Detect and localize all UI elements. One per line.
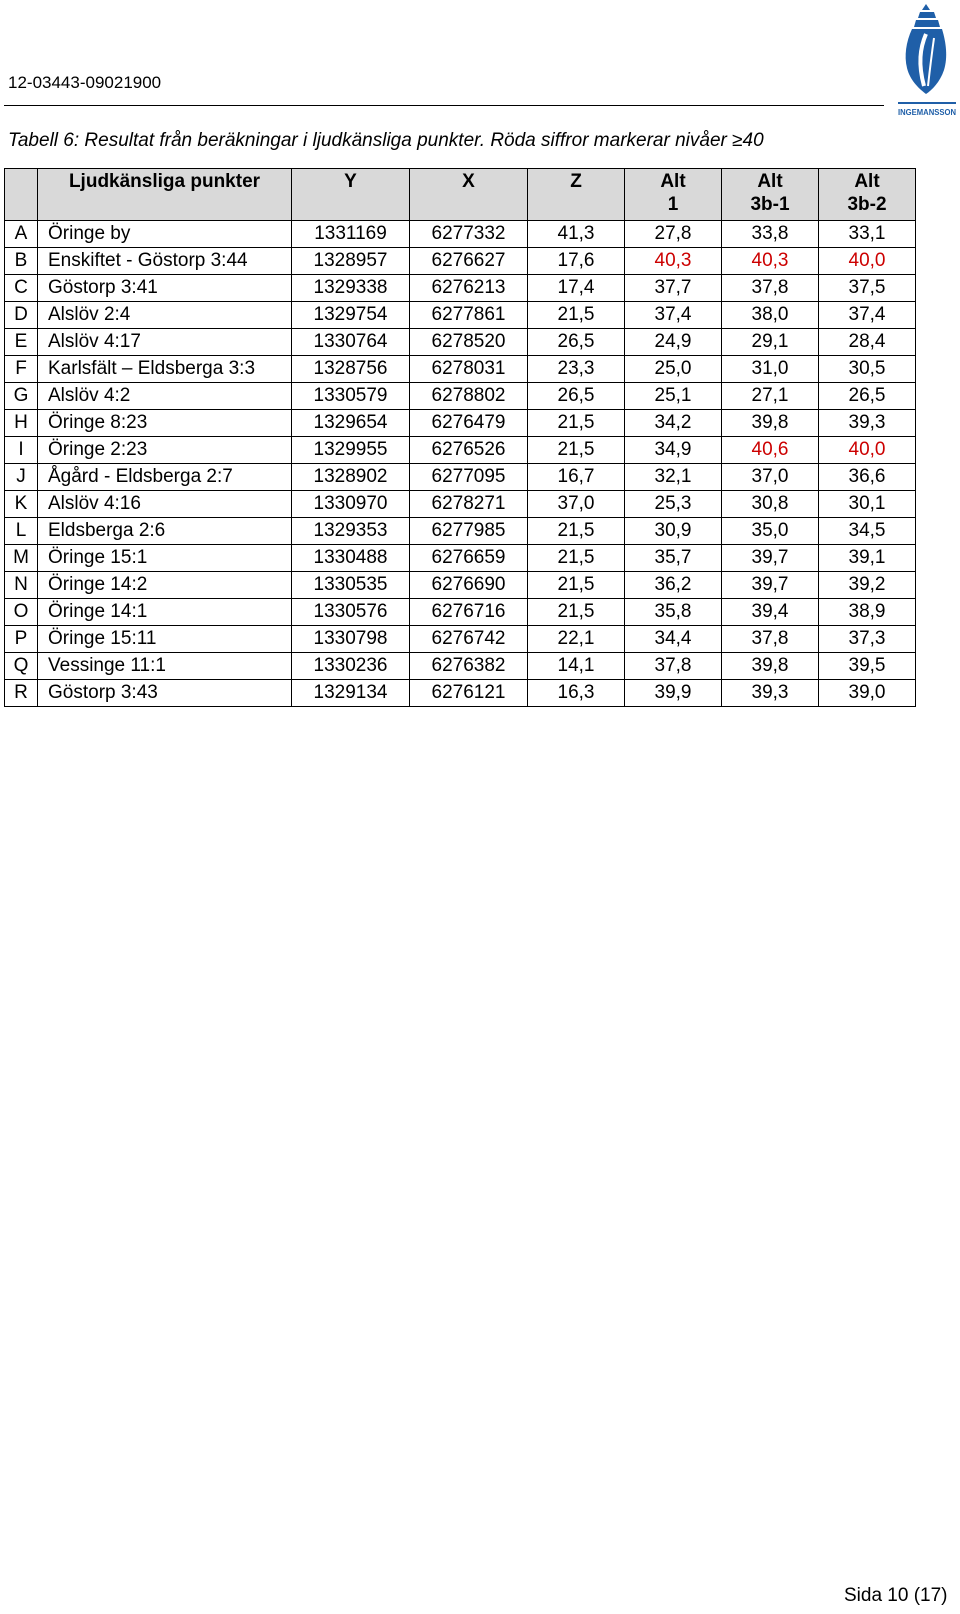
- cell-y: 1330488: [292, 545, 410, 572]
- cell-x: 6278802: [410, 383, 528, 410]
- cell-y: 1328957: [292, 248, 410, 275]
- cell-z: 22,1: [528, 626, 625, 653]
- table-row: [5, 221, 916, 248]
- cell-z: 21,5: [528, 302, 625, 329]
- cell-id: O: [5, 599, 38, 626]
- cell-x: 6278271: [410, 491, 528, 518]
- cell-name: Öringe by: [38, 221, 292, 248]
- cell-x: 6278520: [410, 329, 528, 356]
- cell-y: 1329654: [292, 410, 410, 437]
- header-alt1: [625, 169, 722, 221]
- cell-alt3b1: 40,3: [722, 248, 819, 275]
- cell-x: 6276382: [410, 653, 528, 680]
- header-x: X: [410, 169, 528, 221]
- cell-alt3b1: 27,1: [722, 383, 819, 410]
- cell-alt1: 35,7: [625, 545, 722, 572]
- cell-y: 1329353: [292, 518, 410, 545]
- cell-y: 1331169: [292, 221, 410, 248]
- cell-name: Alslöv 4:16: [38, 491, 292, 518]
- cell-x: 6276716: [410, 599, 528, 626]
- cell-y: 1329955: [292, 437, 410, 464]
- cell-alt3b2: 40,0: [819, 248, 916, 275]
- header-alt1-line1: Alt: [660, 171, 686, 192]
- cell-alt1: 35,8: [625, 599, 722, 626]
- cell-y: 1329338: [292, 275, 410, 302]
- cell-alt1: 37,7: [625, 275, 722, 302]
- cell-y: 1330798: [292, 626, 410, 653]
- cell-alt3b2: 39,2: [819, 572, 916, 599]
- cell-alt1: 30,9: [625, 518, 722, 545]
- table-row: [5, 626, 916, 653]
- table-row: [5, 410, 916, 437]
- doc-number: 12-03443-09021900: [8, 73, 162, 92]
- cell-z: 21,5: [528, 437, 625, 464]
- cell-alt3b2: 37,5: [819, 275, 916, 302]
- cell-name: Enskiftet - Göstorp 3:44: [38, 248, 292, 275]
- table-row: [5, 275, 916, 302]
- shell-logo-icon: [896, 2, 958, 120]
- cell-alt3b1: 37,0: [722, 464, 819, 491]
- cell-z: 17,6: [528, 248, 625, 275]
- cell-id: P: [5, 626, 38, 653]
- cell-id: C: [5, 275, 38, 302]
- cell-x: 6276479: [410, 410, 528, 437]
- header-alt1-line2: 1: [667, 194, 679, 215]
- cell-alt3b2: 34,5: [819, 518, 916, 545]
- cell-name: Alslöv 4:17: [38, 329, 292, 356]
- cell-id: L: [5, 518, 38, 545]
- cell-alt3b2: 39,5: [819, 653, 916, 680]
- cell-alt3b2: 33,1: [819, 221, 916, 248]
- table-caption: Tabell 6: Resultat från beräkningar i ljudkänsliga punkter. Röda siffror markerar nivåer ≥40: [8, 130, 764, 151]
- table-row: [5, 248, 916, 275]
- cell-name: Alslöv 4:2: [38, 383, 292, 410]
- cell-z: 21,5: [528, 545, 625, 572]
- cell-alt1: 37,4: [625, 302, 722, 329]
- results-table: [4, 168, 916, 707]
- cell-z: 41,3: [528, 221, 625, 248]
- cell-id: B: [5, 248, 38, 275]
- cell-x: 6276526: [410, 437, 528, 464]
- cell-z: 16,3: [528, 680, 625, 707]
- header-id: [5, 169, 38, 221]
- header-z: Z: [528, 169, 625, 221]
- cell-alt3b2: 39,0: [819, 680, 916, 707]
- header-name: Ljudkänsliga punkter: [38, 169, 292, 221]
- cell-x: 6276742: [410, 626, 528, 653]
- cell-y: 1328756: [292, 356, 410, 383]
- cell-x: 6277985: [410, 518, 528, 545]
- cell-alt1: 34,4: [625, 626, 722, 653]
- cell-alt3b1: 35,0: [722, 518, 819, 545]
- cell-alt1: 37,8: [625, 653, 722, 680]
- cell-alt3b2: 40,0: [819, 437, 916, 464]
- cell-alt3b1: 37,8: [722, 626, 819, 653]
- cell-z: 21,5: [528, 599, 625, 626]
- cell-id: K: [5, 491, 38, 518]
- header-alt3b2: [819, 169, 916, 221]
- cell-alt1: 34,9: [625, 437, 722, 464]
- cell-id: E: [5, 329, 38, 356]
- cell-alt3b1: 30,8: [722, 491, 819, 518]
- table-row: [5, 572, 916, 599]
- cell-x: 6277095: [410, 464, 528, 491]
- cell-id: H: [5, 410, 38, 437]
- cell-name: Göstorp 3:43: [38, 680, 292, 707]
- table-body: [5, 221, 916, 707]
- header-rule: [4, 105, 884, 106]
- cell-name: Alslöv 2:4: [38, 302, 292, 329]
- cell-alt1: 39,9: [625, 680, 722, 707]
- cell-alt1: 32,1: [625, 464, 722, 491]
- cell-z: 26,5: [528, 383, 625, 410]
- cell-y: 1330576: [292, 599, 410, 626]
- cell-name: Öringe 14:2: [38, 572, 292, 599]
- cell-z: 26,5: [528, 329, 625, 356]
- cell-alt3b2: 38,9: [819, 599, 916, 626]
- table-row: [5, 464, 916, 491]
- cell-x: 6276213: [410, 275, 528, 302]
- cell-alt3b1: 40,6: [722, 437, 819, 464]
- cell-alt3b2: 30,5: [819, 356, 916, 383]
- table-row: [5, 329, 916, 356]
- ingemansson-logo: [896, 2, 958, 120]
- cell-id: R: [5, 680, 38, 707]
- table-header-row: [5, 169, 916, 221]
- cell-name: Öringe 2:23: [38, 437, 292, 464]
- cell-alt3b2: 37,3: [819, 626, 916, 653]
- header-alt3b1-line2: 3b-1: [750, 194, 790, 215]
- cell-y: 1329134: [292, 680, 410, 707]
- cell-name: Karlsfält – Eldsberga 3:3: [38, 356, 292, 383]
- cell-z: 37,0: [528, 491, 625, 518]
- cell-alt1: 25,1: [625, 383, 722, 410]
- cell-name: Öringe 15:1: [38, 545, 292, 572]
- table-row: [5, 599, 916, 626]
- cell-name: Eldsberga 2:6: [38, 518, 292, 545]
- cell-alt3b1: 38,0: [722, 302, 819, 329]
- cell-alt3b1: 39,8: [722, 653, 819, 680]
- table-row: [5, 356, 916, 383]
- cell-x: 6276690: [410, 572, 528, 599]
- cell-y: 1330970: [292, 491, 410, 518]
- cell-id: I: [5, 437, 38, 464]
- cell-id: M: [5, 545, 38, 572]
- cell-name: Göstorp 3:41: [38, 275, 292, 302]
- table-row: [5, 437, 916, 464]
- cell-y: 1330236: [292, 653, 410, 680]
- table-row: [5, 680, 916, 707]
- cell-alt3b1: 39,3: [722, 680, 819, 707]
- cell-x: 6276121: [410, 680, 528, 707]
- cell-y: 1329754: [292, 302, 410, 329]
- cell-alt3b2: 30,1: [819, 491, 916, 518]
- cell-x: 6276627: [410, 248, 528, 275]
- cell-z: 23,3: [528, 356, 625, 383]
- cell-alt3b1: 39,7: [722, 545, 819, 572]
- header-y: Y: [292, 169, 410, 221]
- cell-z: 21,5: [528, 518, 625, 545]
- cell-alt3b2: 39,3: [819, 410, 916, 437]
- cell-y: 1328902: [292, 464, 410, 491]
- cell-name: Öringe 15:11: [38, 626, 292, 653]
- cell-alt3b1: 39,7: [722, 572, 819, 599]
- cell-alt1: 25,3: [625, 491, 722, 518]
- page-number: Sida 10 (17): [844, 1585, 948, 1606]
- cell-id: J: [5, 464, 38, 491]
- cell-x: 6277861: [410, 302, 528, 329]
- cell-alt3b2: 37,4: [819, 302, 916, 329]
- header-alt3b1: [722, 169, 819, 221]
- cell-alt3b2: 26,5: [819, 383, 916, 410]
- cell-alt1: 24,9: [625, 329, 722, 356]
- header-alt3b1-line1: Alt: [757, 171, 783, 192]
- cell-x: 6278031: [410, 356, 528, 383]
- cell-alt1: 40,3: [625, 248, 722, 275]
- cell-z: 14,1: [528, 653, 625, 680]
- cell-alt1: 25,0: [625, 356, 722, 383]
- cell-alt1: 27,8: [625, 221, 722, 248]
- cell-z: 21,5: [528, 572, 625, 599]
- cell-alt1: 36,2: [625, 572, 722, 599]
- cell-name: Öringe 8:23: [38, 410, 292, 437]
- cell-name: Öringe 14:1: [38, 599, 292, 626]
- cell-alt3b2: 28,4: [819, 329, 916, 356]
- cell-alt3b2: 39,1: [819, 545, 916, 572]
- cell-x: 6277332: [410, 221, 528, 248]
- header-alt3b2-line2: 3b-2: [847, 194, 887, 215]
- table-row: [5, 302, 916, 329]
- table-row: [5, 491, 916, 518]
- cell-id: D: [5, 302, 38, 329]
- cell-alt3b1: 31,0: [722, 356, 819, 383]
- logo-text: INGEMANSSON: [898, 107, 956, 117]
- cell-id: G: [5, 383, 38, 410]
- cell-z: 21,5: [528, 410, 625, 437]
- table-row: [5, 383, 916, 410]
- cell-alt3b1: 39,4: [722, 599, 819, 626]
- cell-name: Vessinge 11:1: [38, 653, 292, 680]
- table-row: [5, 545, 916, 572]
- cell-id: Q: [5, 653, 38, 680]
- cell-name: Ågård - Eldsberga 2:7: [38, 464, 292, 491]
- cell-y: 1330764: [292, 329, 410, 356]
- cell-alt3b1: 39,8: [722, 410, 819, 437]
- header-alt3b2-line1: Alt: [854, 171, 880, 192]
- cell-id: F: [5, 356, 38, 383]
- cell-alt3b2: 36,6: [819, 464, 916, 491]
- cell-y: 1330579: [292, 383, 410, 410]
- cell-alt3b1: 29,1: [722, 329, 819, 356]
- cell-id: N: [5, 572, 38, 599]
- cell-x: 6276659: [410, 545, 528, 572]
- table-row: [5, 653, 916, 680]
- cell-y: 1330535: [292, 572, 410, 599]
- cell-z: 16,7: [528, 464, 625, 491]
- cell-alt3b1: 33,8: [722, 221, 819, 248]
- table-row: [5, 518, 916, 545]
- cell-id: A: [5, 221, 38, 248]
- cell-alt1: 34,2: [625, 410, 722, 437]
- cell-alt3b1: 37,8: [722, 275, 819, 302]
- cell-z: 17,4: [528, 275, 625, 302]
